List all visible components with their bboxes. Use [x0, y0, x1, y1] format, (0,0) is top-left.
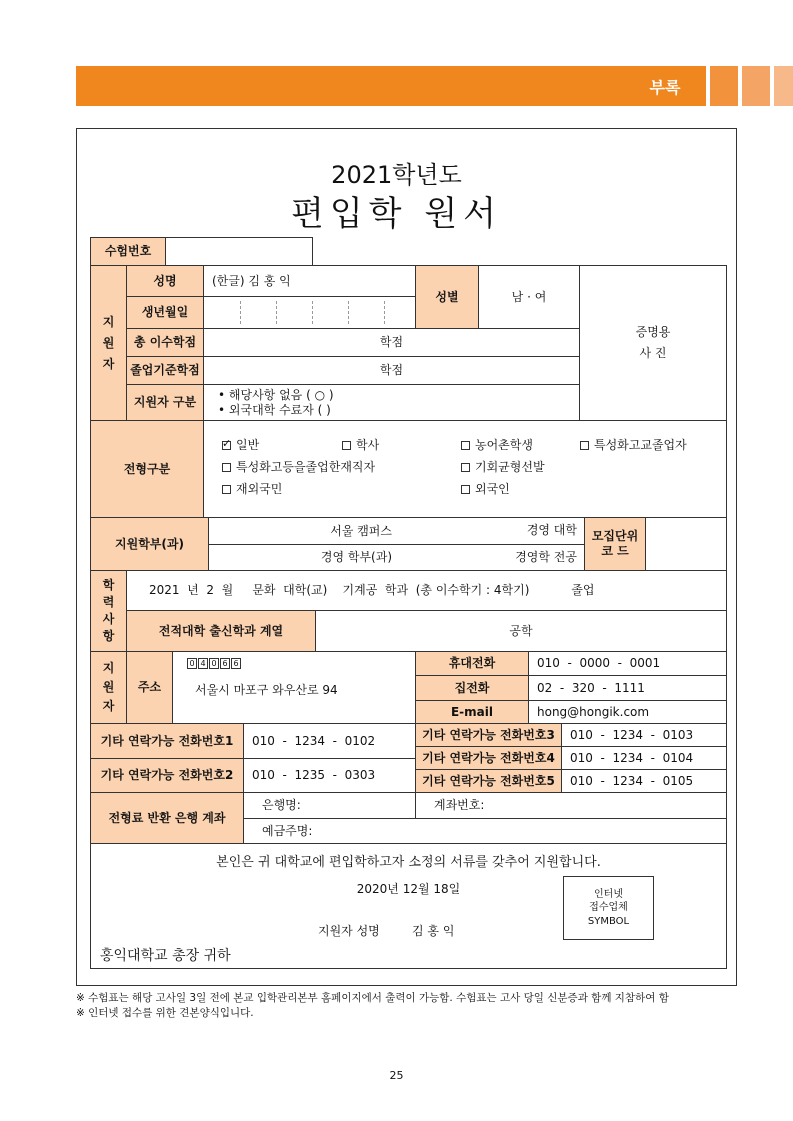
photo-box — [579, 265, 727, 421]
selection-option-foreigner[interactable]: 외국인 — [461, 480, 510, 497]
photo-label-1: 증명용 — [635, 325, 671, 339]
applicant-type-option-2[interactable]: • 외국대학 수료자 ( ) — [218, 402, 331, 417]
checkbox[interactable] — [461, 463, 470, 472]
photo-label-2: 사 진 — [639, 346, 667, 360]
form-main-title: 편입학 원서 — [290, 194, 503, 234]
email-field[interactable]: hong@hongik.com — [528, 700, 727, 724]
applicant-section-label: 지 원 자 — [90, 265, 127, 421]
selection-option-equal-opportunity[interactable]: 기회균형선발 — [461, 458, 545, 475]
grad-credits-label: 졸업기준학점 — [126, 356, 204, 385]
other-phone-5-label: 기타 연락가능 전화번호5 — [415, 769, 562, 793]
exam-no-field[interactable] — [165, 237, 313, 266]
home-phone-field[interactable]: 02 - 320 - 1111 — [528, 675, 727, 701]
applicant-type-label: 지원자 구분 — [126, 384, 204, 421]
refund-account-label: 전형료 반환 은행 계좌 — [90, 792, 244, 844]
gender-field[interactable]: 남 · 여 — [478, 265, 580, 329]
selection-option-overseas-korean[interactable]: 재외국민 — [222, 480, 282, 497]
footnotes — [76, 991, 738, 1021]
footnote-1: ※ 수험표는 해당 고사일 3일 전에 본교 입학관리본부 홈페이지에서 출력이 가능함. 수험표는 고사 당일 신분증과 함께 지참하여 함 — [76, 992, 669, 1004]
name-label: 성명 — [126, 265, 204, 297]
major-field[interactable]: 경영학 전공 — [515, 550, 577, 564]
mobile-field[interactable]: 010 - 0000 - 0001 — [528, 651, 727, 676]
header-bar-main — [76, 66, 624, 106]
selection-option-rural[interactable]: 농어촌학생 — [461, 436, 533, 453]
credits-label: 총 이수학점 — [126, 328, 204, 357]
header-block-3 — [774, 66, 793, 106]
name-field[interactable]: (한글) 김 홍 익 — [203, 265, 416, 297]
prev-major-field[interactable]: 공학 — [315, 610, 727, 652]
declaration-statement: 본인은 귀 대학교에 편입학하고자 소정의 서류를 갖추어 지원합니다. — [216, 855, 601, 870]
account-holder-field[interactable]: 예금주명: — [243, 818, 727, 844]
address-label: 주소 — [126, 651, 173, 724]
contact-section-label: 지 원 자 — [90, 651, 127, 724]
checkbox[interactable] — [461, 441, 470, 450]
other-phone-3-field[interactable]: 010 - 1234 - 0103 — [561, 723, 727, 747]
grad-credits-field[interactable]: 학점 — [203, 356, 580, 385]
header-block-1 — [710, 66, 738, 106]
checkbox-checked[interactable] — [222, 441, 231, 450]
college-field[interactable]: 경영 대학 — [208, 517, 585, 545]
other-phone-1-label: 기타 연락가능 전화번호1 — [90, 723, 244, 759]
birth-label: 생년월일 — [126, 296, 204, 329]
address-field[interactable] — [172, 651, 416, 724]
selection-type-label: 전형구분 — [90, 420, 204, 518]
home-phone-label: 집전화 — [415, 675, 529, 701]
prev-major-label: 전적대학 출신학과 계열 — [126, 610, 316, 652]
birth-field[interactable] — [203, 296, 416, 329]
other-phone-1-field[interactable]: 010 - 1234 - 0102 — [243, 723, 416, 759]
mobile-label: 휴대전화 — [415, 651, 529, 676]
other-phone-5-field[interactable]: 010 - 1234 - 0105 — [561, 769, 727, 793]
declaration-date: 2020년 12월 18일 — [356, 882, 461, 896]
internet-symbol-stamp: 인터넷 접수업체 SYMBOL — [563, 876, 654, 940]
selection-option-vocational-grad[interactable]: 특성화고교졸업자 — [580, 436, 687, 453]
other-phone-3-label: 기타 연락가능 전화번호3 — [415, 723, 562, 747]
unit-code-label: 모집단위 코 드 — [584, 517, 646, 571]
appendix-label: 부록 — [624, 66, 706, 106]
zip-code-boxes: 0 4 0 6 6 — [187, 658, 241, 669]
checkbox[interactable] — [461, 485, 470, 494]
school-field[interactable]: 경영 학부(과) — [208, 544, 585, 571]
campus-field[interactable]: 서울 캠퍼스 — [208, 517, 585, 545]
department-label: 지원학부(과) — [90, 517, 209, 571]
selection-option-general[interactable]: ✓일반 — [222, 436, 259, 453]
address-value: 서울시 마포구 와우산로 94 — [195, 683, 338, 697]
applicant-type-option-1[interactable]: • 해당사항 없음 ( ○ ) — [218, 387, 334, 402]
other-phone-2-field[interactable]: 010 - 1235 - 0303 — [243, 758, 416, 793]
selection-option-vocational-worker[interactable]: 특성화고등을졸업한재직자 — [222, 458, 375, 475]
header-block-2 — [742, 66, 770, 106]
signer-name: 김 홍 익 — [412, 924, 455, 938]
checkbox[interactable] — [222, 463, 231, 472]
academic-section-label: 학 력 사 항 — [90, 570, 127, 652]
form-year-title: 2021학년도 — [331, 161, 462, 189]
email-label: E-mail — [415, 700, 529, 724]
signer-label: 지원자 성명 — [318, 924, 380, 938]
academic-summary-field[interactable]: 2021 년 2 월 문화 대학(교) 기계공 학과 (총 이수학기 : 4학기) 졸업 — [126, 570, 727, 611]
selection-option-bachelor[interactable]: 학사 — [342, 436, 379, 453]
page-number: 25 — [389, 1069, 404, 1082]
addressee: 홍익대학교 총장 귀하 — [100, 948, 231, 964]
footnote-2: ※ 인터넷 접수를 위한 견본양식입니다. — [76, 1007, 254, 1020]
applicant-type-field[interactable] — [203, 384, 580, 421]
appendix-header-bar — [76, 66, 738, 106]
bank-name-field[interactable]: 은행명: — [243, 792, 416, 819]
exam-no-label: 수험번호 — [90, 237, 166, 266]
other-phone-2-label: 기타 연락가능 전화번호2 — [90, 758, 244, 793]
gender-label: 성별 — [415, 265, 479, 329]
other-phone-4-label: 기타 연락가능 전화번호4 — [415, 746, 562, 770]
checkbox[interactable] — [580, 441, 589, 450]
account-number-field[interactable]: 계좌번호: — [415, 792, 727, 819]
checkbox[interactable] — [222, 485, 231, 494]
credits-field[interactable]: 학점 — [203, 328, 580, 357]
checkbox[interactable] — [342, 441, 351, 450]
unit-code-field[interactable] — [645, 517, 727, 571]
other-phone-4-field[interactable]: 010 - 1234 - 0104 — [561, 746, 727, 770]
